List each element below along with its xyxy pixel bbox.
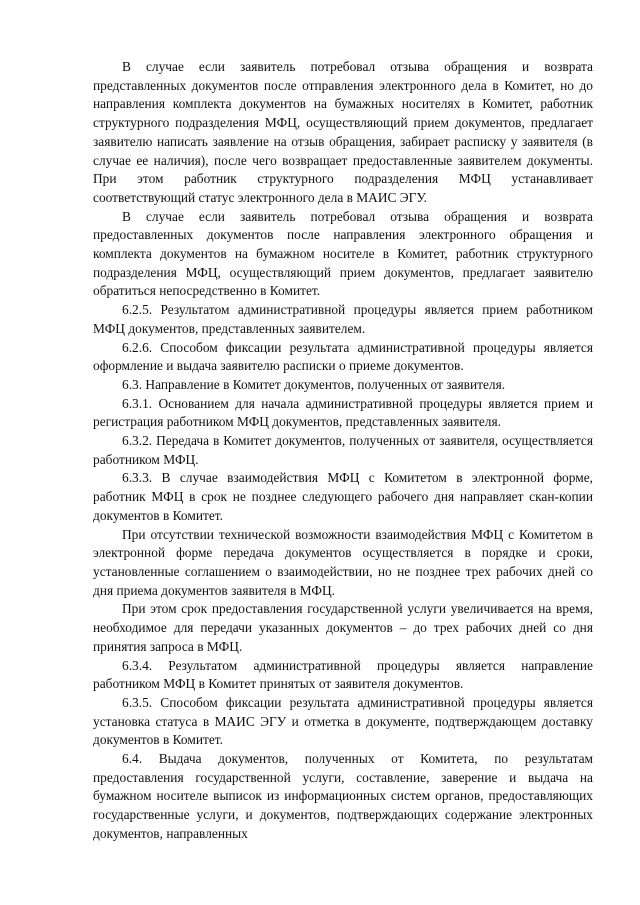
paragraph-no-electronic-interaction: При отсутствии технической возможности взаимодействия МФЦ с Комитетом в электронной форме передача документов осуществляется в порядке и сроки, установленные соглашением о взаимодействии, но не позднее трех рабочих дней со дня приема документов заявителя в МФЦ.	[93, 526, 593, 598]
paragraph-6-3-1: 6.3.1. Основанием для начала административной процедуры является прием и регистрация работником МФЦ документов, представленных заявителя.	[93, 395, 593, 430]
paragraph-term-extension: При этом срок предоставления государственной услуги увеличивается на время, необходимое для передачи указанных документов – до трех рабочих дней со дня принятия запроса в МФЦ.	[93, 601, 593, 654]
paragraph-withdrawal-before-sending: В случае если заявитель потребовал отзыва обращения и возврата представленных документов после отправления электронного дела в Комитет, но до направления комплекта документов на бумажных носителях в Комитет, работник структурного подразделения МФЦ, осуществляющий прием документов, предлагает заявителю написать заявление на отзыв обращения, забирает расписку у заявителя (в случае ее наличия), после чего возвращает предоставленные заявителем документы. При этом работник структурного подразделения МФЦ устанавливает соответствующий статус электронного дела в МАИС ЭГУ.	[93, 59, 593, 205]
paragraph-6-2-5: 6.2.5. Результатом административной процедуры является прием работником МФЦ документов, представленных заявителем.	[93, 302, 593, 336]
paragraph-6-3-3: 6.3.3. В случае взаимодействия МФЦ с Комитетом в электронной форме, работник МФЦ в срок не позднее следующего рабочего дня направляет скан-копии документов в Комитет.	[93, 470, 593, 523]
paragraph-6-3-5: 6.3.5. Способом фиксации результата административной процедуры является установка статуса в МАИС ЭГУ и отметка в документе, подтверждающем доставку документов в Комитет.	[93, 694, 593, 748]
paragraph-6-2-6: 6.2.6. Способом фиксации результата административной процедуры является оформление и выдача заявителю расписки о приеме документов.	[93, 339, 593, 374]
document-page	[93, 58, 593, 844]
paragraph-withdrawal-after-sending: В случае если заявитель потребовал отзыва обращения и возврата предоставленных документов после направления электронного обращения и комплекта документов на бумажном носителе в Комитет, работник структурного подразделения МФЦ, осуществляющий прием документов, предлагает заявителю обратиться непосредственно в Комитет.	[93, 208, 593, 299]
paragraph-6-4: 6.4. Выдача документов, полученных от Комитета, по результатам предоставления государственной услуги, составление, заверение и выдача на бумажном носителе выписок из информационных систем органов, предоставляющих государственные услуги, и документов, подтверждающих содержание электронных документов, направленных	[93, 751, 593, 841]
paragraph-6-3-2: 6.3.2. Передача в Комитет документов, полученных от заявителя, осуществляется работником МФЦ.	[93, 433, 593, 467]
paragraph-6-3-4: 6.3.4. Результатом административной процедуры является направление работником МФЦ в Комитет принятых от заявителя документов.	[93, 657, 593, 692]
paragraph-6-3: 6.3. Направление в Комитет документов, полученных от заявителя.	[122, 376, 506, 392]
